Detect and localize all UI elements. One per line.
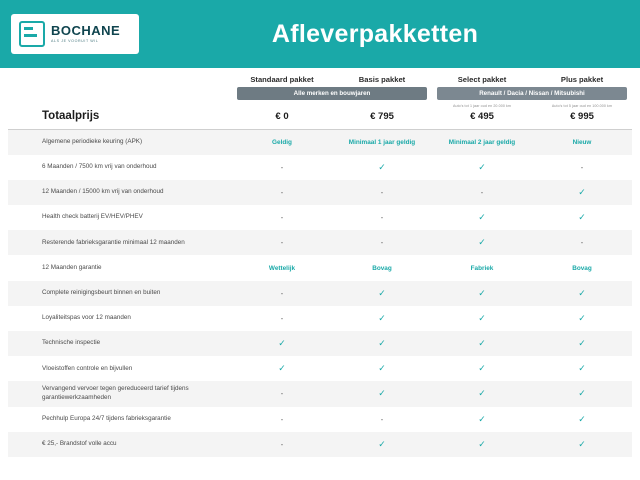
table-row bbox=[8, 356, 632, 381]
total-price-row bbox=[8, 109, 632, 130]
feature-value bbox=[532, 130, 632, 155]
feature-value bbox=[232, 180, 332, 205]
check-icon: ✓ bbox=[478, 237, 486, 248]
feature-value bbox=[432, 356, 532, 381]
feature-rows bbox=[8, 130, 632, 457]
brand-name: BOCHANE bbox=[51, 23, 121, 39]
feature-label: Resterende fabrieksgarantie minimaal 12 maanden bbox=[8, 230, 232, 255]
empty-cell bbox=[8, 86, 232, 101]
table-row bbox=[8, 432, 632, 457]
group-bar-row bbox=[8, 86, 632, 101]
group-header-basis: Basis pakket bbox=[358, 75, 406, 84]
group-header-standaard: Standaard pakket bbox=[250, 75, 314, 84]
feature-value bbox=[332, 255, 432, 280]
page-header bbox=[0, 0, 640, 68]
feature-label: Vloeistoffen controle en bijvullen bbox=[42, 364, 133, 372]
feature-value bbox=[332, 130, 432, 155]
feature-value bbox=[332, 432, 432, 457]
feature-value bbox=[532, 306, 632, 331]
group-header-row bbox=[8, 68, 632, 86]
feature-value bbox=[532, 356, 632, 381]
check-icon: ✓ bbox=[378, 287, 386, 298]
dash-icon: - bbox=[580, 238, 584, 248]
empty-cell bbox=[8, 101, 232, 109]
feature-label: Algemene periodieke keuring (APK) bbox=[8, 130, 232, 155]
bochane-logo-icon bbox=[19, 21, 45, 47]
feature-value bbox=[432, 306, 532, 331]
empty-corner bbox=[8, 68, 232, 86]
feature-value bbox=[532, 205, 632, 230]
feature-value bbox=[232, 407, 332, 432]
dash-icon: - bbox=[280, 162, 284, 172]
table-row bbox=[8, 155, 632, 180]
feature-value bbox=[232, 281, 332, 306]
check-icon: ✓ bbox=[478, 212, 486, 223]
check-icon: ✓ bbox=[578, 186, 586, 197]
check-icon: ✓ bbox=[578, 338, 586, 349]
logo-box bbox=[11, 14, 139, 54]
table-row bbox=[8, 255, 632, 280]
check-icon: ✓ bbox=[578, 212, 586, 223]
check-icon: ✓ bbox=[478, 413, 486, 424]
feature-label: 6 Maanden / 7500 km vrij van onderhoud bbox=[42, 163, 157, 171]
brand-tagline: ALS JE VOORUIT WIL bbox=[51, 39, 99, 44]
price-select: € 495 bbox=[432, 109, 532, 130]
dash-icon: - bbox=[380, 187, 384, 197]
price-standaard: € 0 bbox=[232, 109, 332, 130]
feature-value bbox=[532, 381, 632, 406]
dash-icon: - bbox=[280, 187, 284, 197]
feature-value bbox=[432, 281, 532, 306]
dash-icon: - bbox=[280, 389, 284, 399]
packages-table bbox=[8, 68, 632, 457]
dash-icon: - bbox=[280, 238, 284, 248]
feature-value bbox=[332, 205, 432, 230]
dash-icon: - bbox=[280, 439, 284, 449]
feature-value bbox=[232, 356, 332, 381]
feature-value bbox=[432, 205, 532, 230]
feature-value bbox=[532, 407, 632, 432]
feature-label: Health check batterij EV/HEV/PHEV bbox=[42, 213, 143, 221]
feature-value bbox=[532, 331, 632, 356]
group-bar-left-label: Alle merken en bouwjaren bbox=[237, 87, 427, 100]
table-row bbox=[8, 407, 632, 432]
table-row bbox=[8, 205, 632, 230]
check-icon: ✓ bbox=[578, 363, 586, 374]
page-title: Afleverpakketten bbox=[271, 19, 479, 48]
table-row bbox=[8, 306, 632, 331]
check-icon: ✓ bbox=[378, 363, 386, 374]
feature-label: € 25,- Brandstof volle accu bbox=[8, 432, 232, 457]
check-icon: ✓ bbox=[478, 312, 486, 323]
dash-icon: - bbox=[380, 238, 384, 248]
feature-value bbox=[432, 255, 532, 280]
value-text: Fabriek bbox=[470, 264, 494, 272]
feature-value bbox=[532, 180, 632, 205]
value-text: Bovag bbox=[572, 264, 592, 272]
feature-value bbox=[432, 130, 532, 155]
feature-value bbox=[232, 130, 332, 155]
feature-label: Vervangend vervoer tegen gereduceerd tarief tijdens garantiewerkzaamheden bbox=[8, 381, 232, 406]
feature-value bbox=[432, 381, 532, 406]
group-bar-right bbox=[432, 86, 632, 101]
logo-text bbox=[51, 24, 120, 44]
feature-label: Pechhulp Europa 24/7 tijdens fabrieksgarantie bbox=[42, 414, 171, 422]
feature-value bbox=[332, 155, 432, 180]
check-icon: ✓ bbox=[378, 338, 386, 349]
value-text: Wettelijk bbox=[268, 264, 296, 272]
empty-cell bbox=[232, 101, 332, 109]
check-icon: ✓ bbox=[378, 161, 386, 172]
table-row bbox=[8, 230, 632, 255]
check-icon: ✓ bbox=[478, 438, 486, 449]
feature-label: 12 Maanden / 15000 km vrij van onderhoud bbox=[8, 180, 232, 205]
feature-value bbox=[232, 255, 332, 280]
feature-value bbox=[432, 331, 532, 356]
dash-icon: - bbox=[280, 213, 284, 223]
feature-value bbox=[332, 381, 432, 406]
dash-icon: - bbox=[580, 162, 584, 172]
fine-print-row bbox=[8, 101, 632, 109]
feature-value bbox=[432, 230, 532, 255]
feature-value bbox=[432, 432, 532, 457]
feature-value bbox=[532, 230, 632, 255]
fine-print-plus: Auto's tot 5 jaar oud en 100.000 km bbox=[551, 104, 613, 108]
feature-value bbox=[332, 331, 432, 356]
group-bar-left bbox=[232, 86, 432, 101]
table-row bbox=[8, 331, 632, 356]
feature-value bbox=[432, 180, 532, 205]
check-icon: ✓ bbox=[578, 388, 586, 399]
dash-icon: - bbox=[280, 313, 284, 323]
check-icon: ✓ bbox=[278, 363, 286, 374]
price-plus: € 995 bbox=[532, 109, 632, 130]
feature-value bbox=[532, 255, 632, 280]
price-basis: € 795 bbox=[332, 109, 432, 130]
table-row bbox=[8, 381, 632, 406]
feature-value bbox=[432, 155, 532, 180]
check-icon: ✓ bbox=[278, 338, 286, 349]
check-icon: ✓ bbox=[578, 287, 586, 298]
empty-cell bbox=[332, 101, 432, 109]
group-bar-right-label: Renault / Dacia / Nissan / Mitsubishi bbox=[437, 87, 627, 100]
feature-label: Technische inspectie bbox=[8, 331, 232, 356]
feature-value bbox=[232, 205, 332, 230]
brand-logo bbox=[0, 0, 150, 68]
total-price-label: Totaalprijs bbox=[8, 109, 232, 130]
check-icon: ✓ bbox=[378, 388, 386, 399]
feature-label: Complete reinigingsbeurt binnen en buiten bbox=[8, 281, 232, 306]
dash-icon: - bbox=[380, 414, 384, 424]
check-icon: ✓ bbox=[578, 312, 586, 323]
feature-value bbox=[332, 356, 432, 381]
value-text: Minimaal 1 jaar geldig bbox=[348, 138, 416, 146]
table-row bbox=[8, 130, 632, 155]
feature-label: Loyaliteitspas voor 12 maanden bbox=[42, 314, 131, 322]
check-icon: ✓ bbox=[378, 438, 386, 449]
dash-icon: - bbox=[480, 187, 484, 197]
comparison-sheet bbox=[8, 68, 632, 472]
feature-value bbox=[232, 331, 332, 356]
feature-value bbox=[232, 155, 332, 180]
feature-value bbox=[232, 432, 332, 457]
feature-value bbox=[432, 407, 532, 432]
feature-value bbox=[232, 381, 332, 406]
check-icon: ✓ bbox=[478, 287, 486, 298]
check-icon: ✓ bbox=[478, 388, 486, 399]
feature-value bbox=[332, 230, 432, 255]
feature-label: 12 Maanden garantie bbox=[42, 263, 102, 271]
dash-icon: - bbox=[280, 414, 284, 424]
table-row bbox=[8, 180, 632, 205]
group-header-plus: Plus pakket bbox=[560, 75, 604, 84]
fine-print-select: Auto's tot 1 jaar oud en 20.000 km bbox=[452, 104, 512, 108]
group-header-select: Select pakket bbox=[457, 75, 507, 84]
feature-value bbox=[332, 180, 432, 205]
check-icon: ✓ bbox=[478, 338, 486, 349]
feature-value bbox=[532, 281, 632, 306]
check-icon: ✓ bbox=[378, 312, 386, 323]
feature-value bbox=[332, 306, 432, 331]
feature-value bbox=[232, 306, 332, 331]
value-text: Minimaal 2 jaar geldig bbox=[448, 138, 516, 146]
feature-value bbox=[232, 230, 332, 255]
dash-icon: - bbox=[380, 213, 384, 223]
table-row bbox=[8, 281, 632, 306]
check-icon: ✓ bbox=[578, 413, 586, 424]
feature-value bbox=[532, 155, 632, 180]
check-icon: ✓ bbox=[478, 363, 486, 374]
feature-value bbox=[332, 281, 432, 306]
check-icon: ✓ bbox=[578, 438, 586, 449]
value-text: Nieuw bbox=[572, 138, 592, 146]
feature-value bbox=[332, 407, 432, 432]
feature-value bbox=[532, 432, 632, 457]
dash-icon: - bbox=[280, 288, 284, 298]
check-icon: ✓ bbox=[478, 161, 486, 172]
value-text: Geldig bbox=[272, 138, 292, 146]
value-text: Bovag bbox=[372, 264, 392, 272]
